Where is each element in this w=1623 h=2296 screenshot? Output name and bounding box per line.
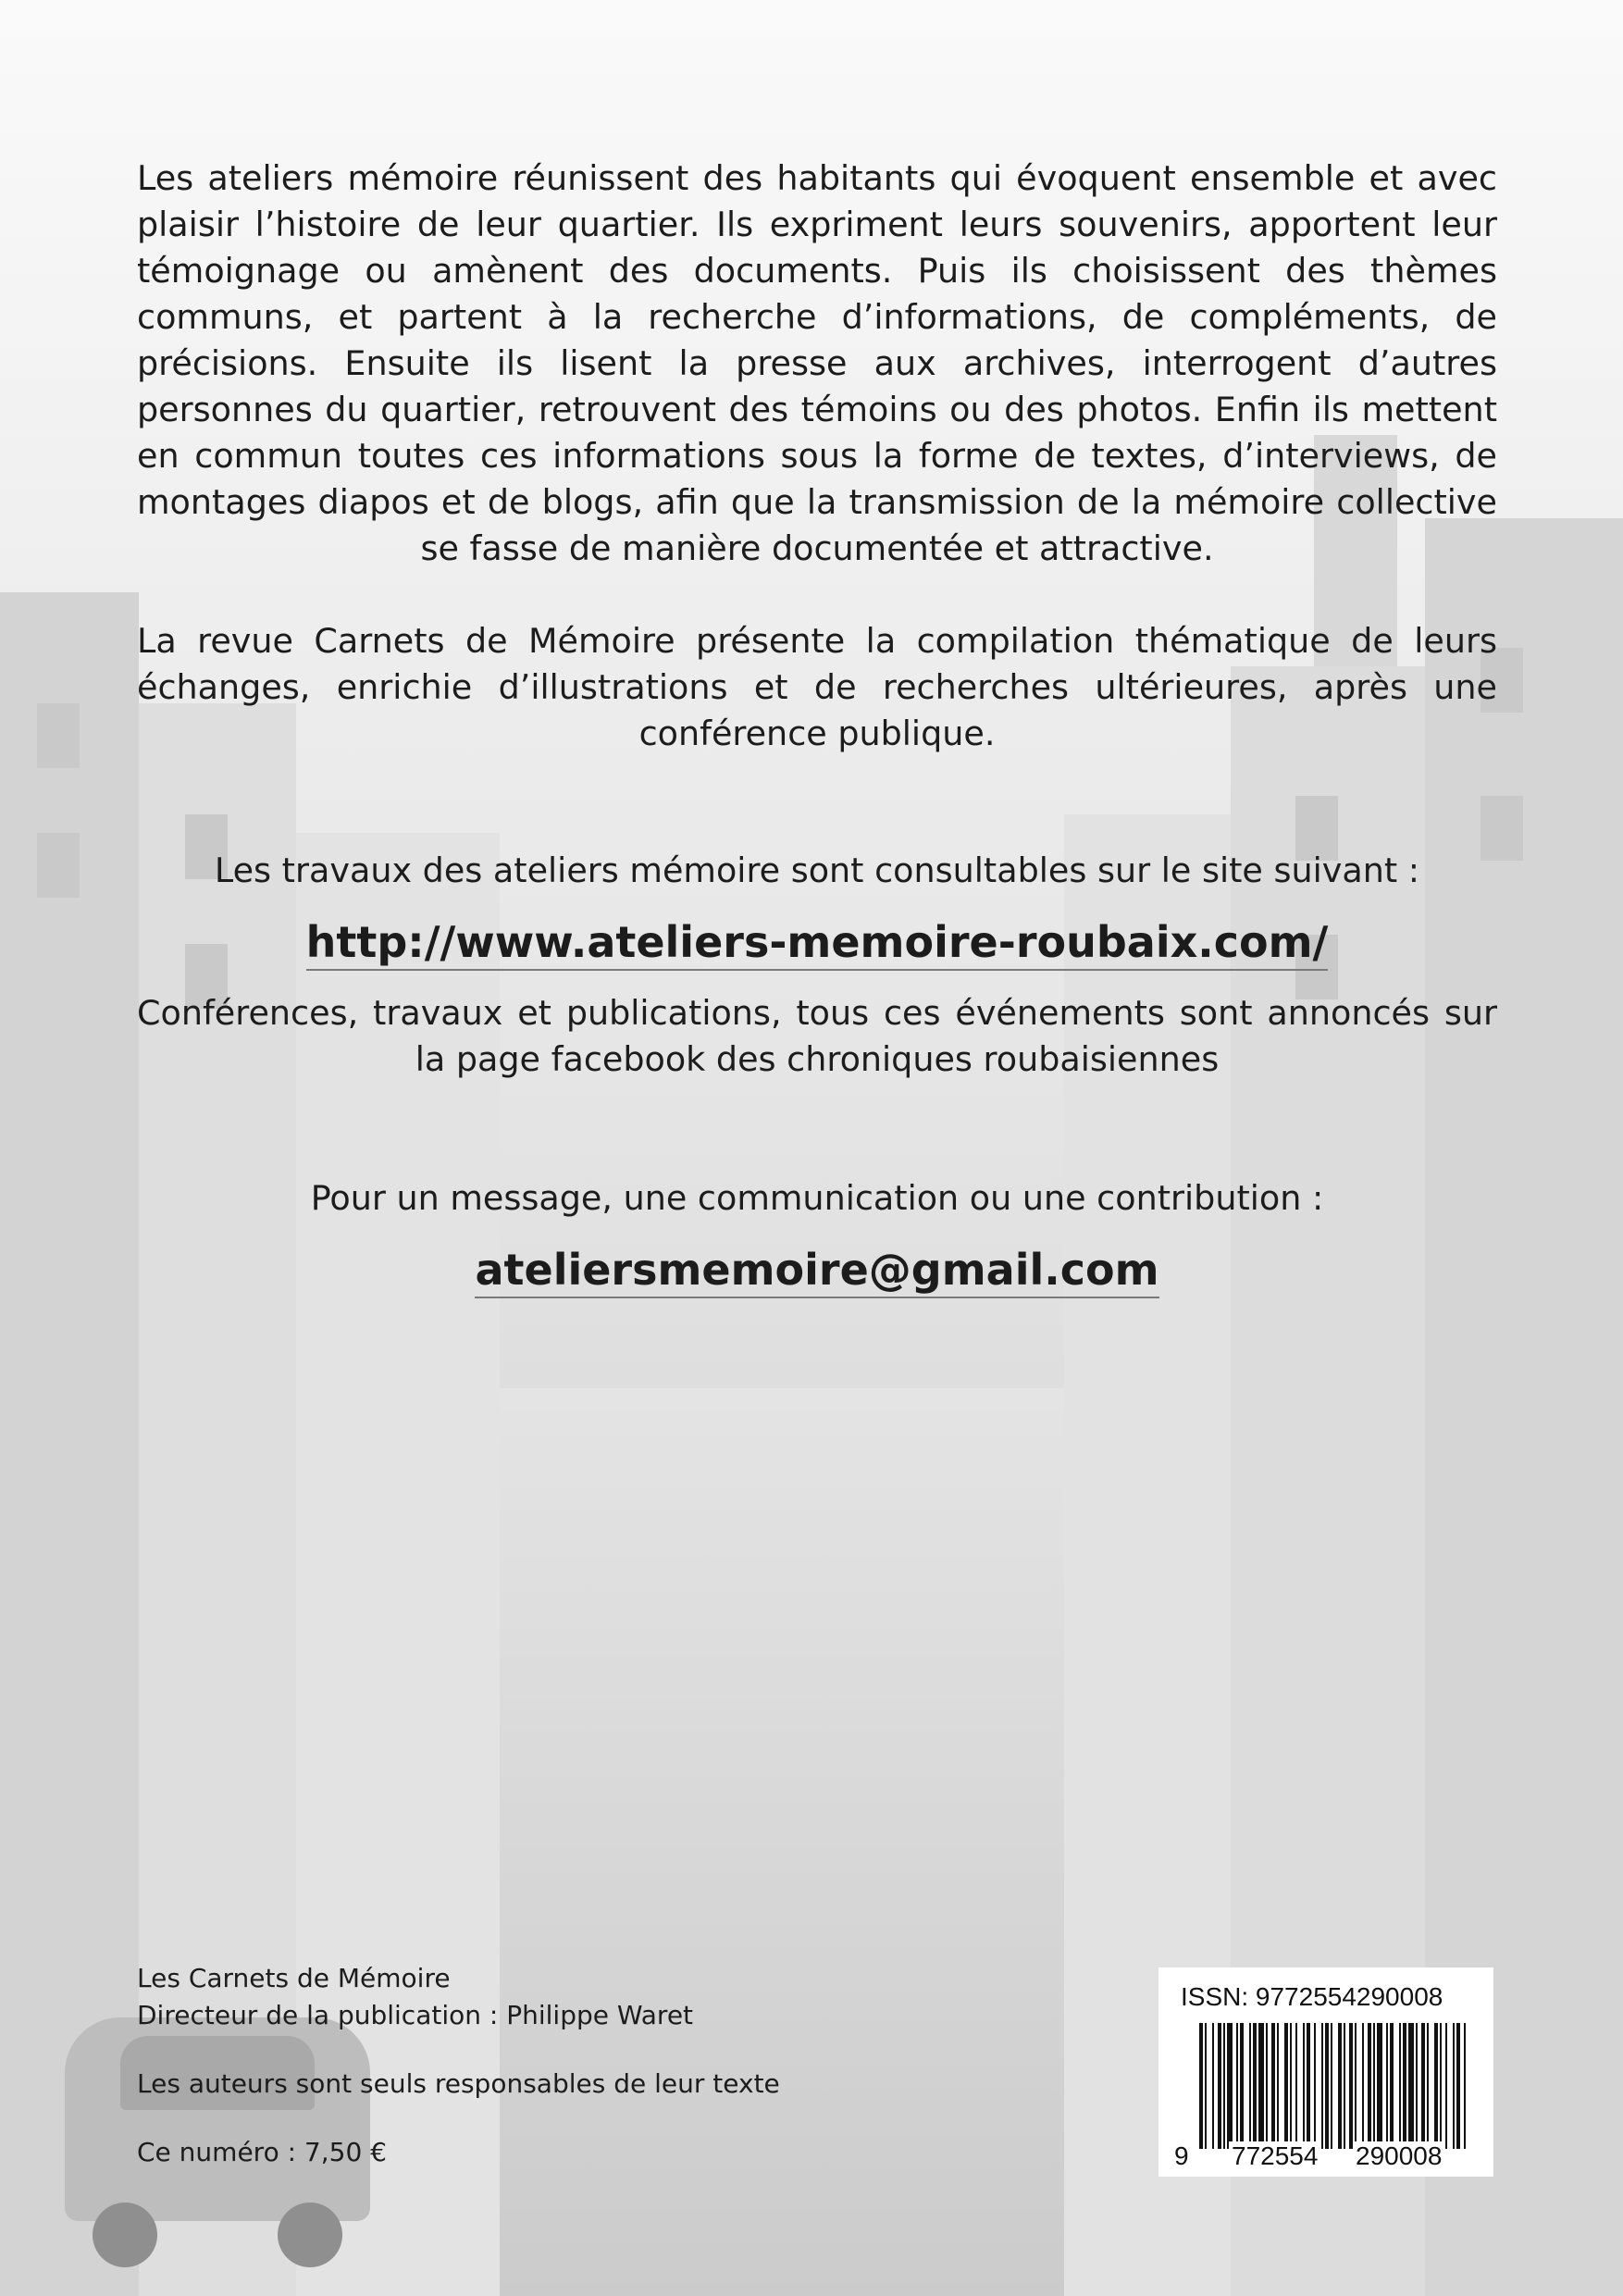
barcode-bar	[1464, 2023, 1466, 2149]
barcode-bar	[1427, 2023, 1429, 2149]
barcode-bar	[1386, 2023, 1388, 2149]
barcode-bar	[1362, 2023, 1364, 2149]
barcode-bar	[1223, 2023, 1225, 2149]
barcode-bar	[1199, 2023, 1203, 2149]
barcode-bar	[1325, 2023, 1329, 2149]
barcode-bar	[1373, 2023, 1375, 2149]
barcode-bar	[1349, 2023, 1353, 2149]
barcode-digits-left: 772554	[1229, 2141, 1320, 2171]
car-wheel	[278, 2203, 342, 2267]
publication-footer	[137, 1960, 970, 2171]
barcode-bar	[1295, 2023, 1297, 2149]
publication-name: Les Carnets de Mémoire	[137, 1963, 451, 1993]
email-address: ateliersmemoire@gmail.com	[475, 1245, 1158, 1298]
barcode-bar	[1377, 2023, 1382, 2149]
main-content	[137, 155, 1497, 1318]
site-intro: Les travaux des ateliers mémoire sont consultables sur le site suivant :	[214, 850, 1420, 890]
barcode-bar	[1403, 2023, 1406, 2149]
barcode-bar	[1456, 2023, 1460, 2149]
barcode-bar	[1321, 2023, 1323, 2149]
barcode-bar	[1249, 2023, 1251, 2149]
barcode-bar	[1277, 2023, 1279, 2149]
barcode-bar	[1271, 2023, 1275, 2149]
barcode-bar	[1440, 2023, 1442, 2149]
barcode-bar	[1227, 2023, 1233, 2149]
barcode-bar	[1421, 2023, 1425, 2149]
review-paragraph: La revue Carnets de Mémoire présente la compilation thématique de leurs échanges, enrichie d’illustrations et de recherches ultérieures, après une conférence publique.	[137, 621, 1497, 753]
email-link[interactable]	[137, 1242, 1497, 1297]
barcode-bar	[1212, 2023, 1214, 2149]
intro-paragraph: Les ateliers mémoire réunissent des habitants qui évoquent ensemble et avec plaisir l’histoire de leur quartier. Ils expriment leurs souvenirs, apportent leur témoignage ou amènent des documents. Puis ils choisissent des thèmes communs, et partent à la recherche d’informations, de compléments, de précisions. Ensuite ils lisent la presse aux archives, interrogent d’autres personnes du quartier, retrouvent des témoins ou des photos. Enfin ils mettent en commun toutes ces informations sous la forme de textes, d’interviews, de montages diapos et de blogs, afin que la transmission de la mémoire collective se fasse de manière documentée et attractive.	[137, 158, 1497, 568]
issn-label: ISSN: 9772554290008	[1181, 1982, 1443, 2011]
barcode-bar	[1434, 2023, 1438, 2149]
barcode-bar	[1284, 2023, 1288, 2149]
barcode-bar	[1218, 2023, 1221, 2149]
barcode-bar	[1253, 2023, 1257, 2149]
barcode-bar	[1445, 2023, 1447, 2149]
barcode-panel	[1158, 1967, 1493, 2177]
issue-price: Ce numéro : 7,50 €	[137, 2137, 387, 2167]
barcode-bar	[1355, 2023, 1357, 2149]
barcode-bar	[1344, 2023, 1345, 2149]
barcode-bar	[1331, 2023, 1332, 2149]
website-url: http://www.ateliers-memoire-roubaix.com/	[306, 917, 1329, 971]
author-disclaimer: Les auteurs sont seuls responsables de leur texte	[137, 2068, 780, 2099]
barcode-icon	[1199, 2023, 1471, 2149]
barcode-bar	[1314, 2023, 1316, 2149]
barcode-bar	[1338, 2023, 1342, 2149]
window	[37, 703, 80, 768]
barcode-bar	[1236, 2023, 1238, 2149]
barcode-bar	[1240, 2023, 1244, 2149]
car-wheel	[93, 2203, 157, 2267]
barcode-bar	[1307, 2023, 1310, 2149]
barcode-bar	[1290, 2023, 1292, 2149]
contact-intro: Pour un message, une communication ou une contribution :	[310, 1178, 1324, 1218]
publication-director: Directeur de la publication : Philippe Waret	[137, 2000, 694, 2030]
barcode-bar	[1399, 2023, 1401, 2149]
barcode-bar	[1205, 2023, 1207, 2149]
barcode-bar	[1258, 2023, 1264, 2149]
barcode-digits-right: 290008	[1353, 2141, 1444, 2171]
window	[37, 833, 80, 898]
barcode-bar	[1368, 2023, 1371, 2149]
announcement-text: Conférences, travaux et publications, tous ces événements sont annoncés sur la page facebook des chroniques roubaisiennes	[137, 993, 1497, 1079]
website-link[interactable]	[137, 914, 1497, 970]
barcode-bar	[1266, 2023, 1268, 2149]
barcode-digit-first: 9	[1171, 2141, 1192, 2171]
barcode-bar	[1390, 2023, 1394, 2149]
barcode-bar	[1303, 2023, 1305, 2149]
barcode-bar	[1453, 2023, 1455, 2149]
barcode-bar	[1416, 2023, 1418, 2149]
barcode-bar	[1408, 2023, 1414, 2149]
